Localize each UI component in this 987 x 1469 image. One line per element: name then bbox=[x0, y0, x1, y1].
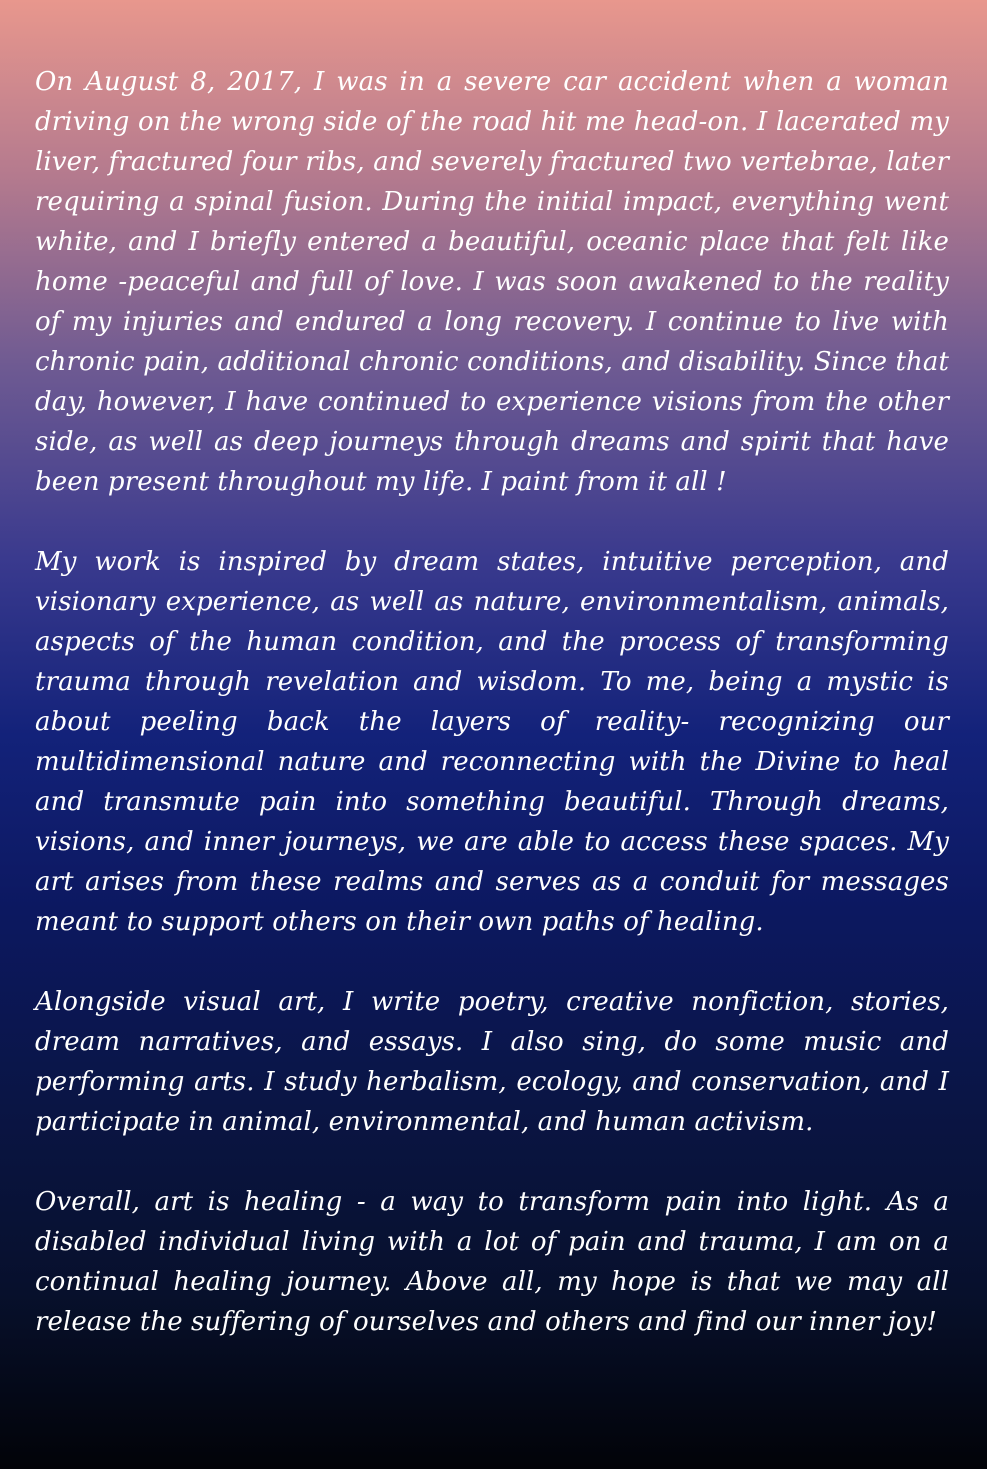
paragraph-accident: On August 8, 2017, I was in a severe car accident when a woman driving on the wrong side of the road hit me head-on. I lacerated my liver, fractured four ribs, and severely fractured two vertebrae, later requiring a spinal fusion. During the initial impact, everything went white, and I briefly entered a beautiful, oceanic place that felt like home -peaceful and full of love. I was soon awakened to the reality of my injuries and endured a long recovery. I continue to live with chronic pain, additional chronic conditions, and disability. Since that day, however, I have continued to experience visions from the other side, as well as deep journeys through dreams and spirit that have been present throughout my life. I paint from it all ! bbox=[35, 67, 949, 497]
paragraph-healing: Overall, art is healing - a way to transform pain into light. As a disabled individual living with a lot of pain and trauma, I am on a continual healing journey. Above all, my hope is that we may all release the suffering of ourselves and others and find our inner joy! bbox=[35, 1187, 949, 1337]
paragraph-inspiration: My work is inspired by dream states, intuitive perception, and visionary experience, as well as nature, environmentalism, animals, aspects of the human condition, and the process of transforming trauma through revelation and wisdom. To me, being a mystic is about peeling back the layers of reality- recognizing our multidimensional nature and reconnecting with the Divine to heal and transmute pain into something beautiful. Through dreams, visions, and inner journeys, we are able to access these spaces. My art arises from these realms and serves as a conduit for messages meant to support others on their own paths of healing. bbox=[35, 547, 949, 937]
paragraph-other-pursuits: Alongside visual art, I write poetry, creative nonfiction, stories, dream narratives, and essays. I also sing, do some music and performing arts. I study herbalism, ecology, and conservation, and I participate in animal, environmental, and human activism. bbox=[35, 987, 949, 1137]
